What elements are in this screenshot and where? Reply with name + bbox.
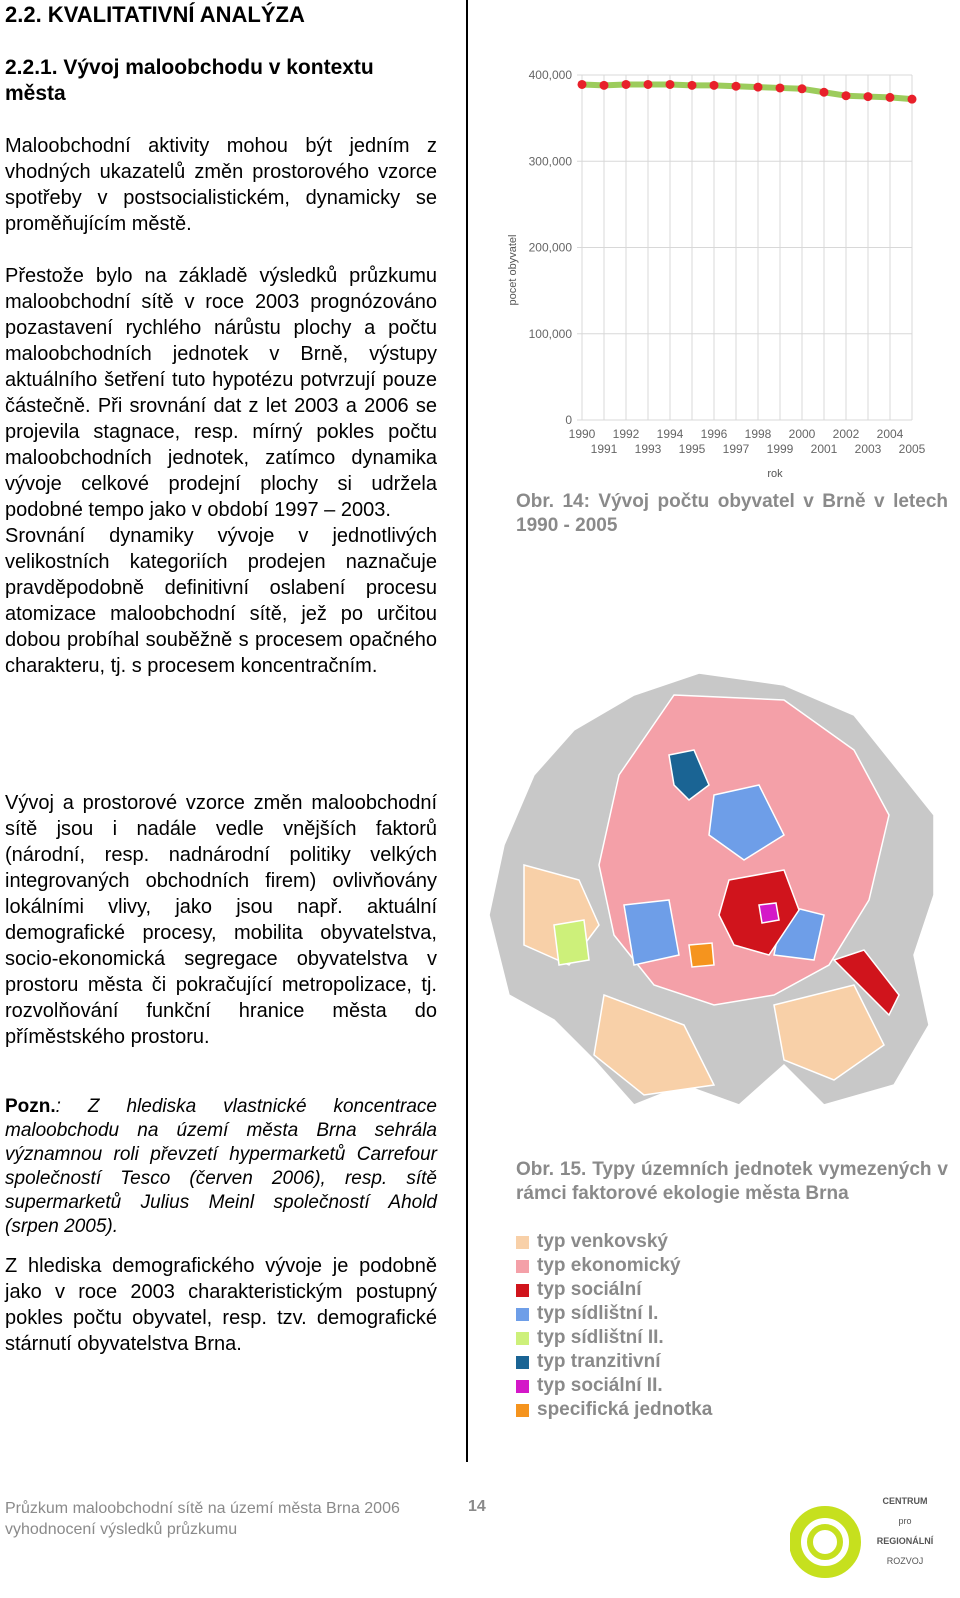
- x-tick-label: 2002: [832, 427, 860, 441]
- x-tick-label: 1999: [766, 442, 794, 456]
- footer-title: Průzkum maloobchodní sítě na území města Brna 2006: [5, 1500, 400, 1517]
- data-point: [776, 83, 785, 92]
- y-tick-label: 300,000: [528, 154, 572, 169]
- logo-text-centrum: CENTRUM: [882, 1496, 928, 1506]
- legend-swatch: [516, 1236, 529, 1249]
- paragraph-text: Vývoj a prostorové vzorce změn maloobchodní sítě jsou i nadále vedle vnějších faktorů (národní, resp. nadnárodní politiky velkých integrovaných obchodních firem) ovlivňovány lokálními vlivy, jako jsou např. aktuální demografické procesy, mobilita obyvatelstva, socio-ekonomická segregace obyvatelstva v prostoru města či pokračující metropolizace, tj. rozvolňování funkční hranice města do příměstského prostoru.: [5, 792, 437, 1048]
- x-tick-label: 2005: [898, 442, 926, 456]
- population-chart: [500, 55, 940, 495]
- section-heading: 2.2. KVALITATIVNÍ ANALÝZA: [5, 2, 305, 27]
- map-region: [689, 943, 714, 967]
- y-tick-label: 200,000: [528, 240, 572, 255]
- x-tick-label: 1993: [634, 442, 662, 456]
- legend-swatch: [516, 1356, 529, 1369]
- y-tick-label: 100,000: [528, 326, 572, 341]
- logo-ring-inner-icon: [810, 1527, 840, 1557]
- figure-14-caption: Obr. 14: Vývoj počtu obyvatel v Brně v letech 1990 - 2005: [516, 491, 948, 536]
- legend-item: [516, 1302, 712, 1326]
- data-point: [644, 80, 653, 89]
- crr-logo: [790, 1490, 940, 1595]
- data-point: [798, 84, 807, 93]
- subsection-heading: 2.2.1. Vývoj maloobchodu v kontextu města: [5, 56, 374, 105]
- logo-text-pro: pro: [898, 1516, 912, 1526]
- data-point: [622, 80, 631, 89]
- note: [5, 1095, 437, 1239]
- legend-swatch: [516, 1308, 529, 1321]
- x-tick-label: 1995: [678, 442, 706, 456]
- legend-label: typ tranzitivní: [537, 1351, 661, 1372]
- paragraph-text: Přestože bylo na základě výsledků průzkumu maloobchodní sítě v roce 2003 prognózováno pozastavení rychlého nárůstu plochy a počtu maloobchodních jednotek v Brně, výstupy aktuálního šetření tuto hypotézu potvrzují pouze částečně. Při srovnání dat z let 2003 a 2006 se projevila stagnace, resp. mírný pokles počtu maloobchodních jednotek, zatímco dynamika vývoje celkové prodejní plochy si udržela podobné tempo jako v období 1997 – 2003.: [5, 265, 437, 521]
- footer-subtitle: vyhodnocení výsledků průzkumu: [5, 1521, 238, 1538]
- legend-label: typ sociální II.: [537, 1375, 663, 1396]
- footer: [5, 1498, 400, 1540]
- brno-typology-map: [484, 665, 944, 1125]
- note-text: : Z hlediska vlastnické koncentrace maloobchodu na území města Brna sehrála významnou roli převzetí hypermarketů Carrefour společností Tesco (červen 2006), resp. sítě supermarketů Julius Meinl společností Ahold (srpen 2005).: [5, 1096, 437, 1237]
- x-axis-label: rok: [767, 468, 783, 480]
- legend-item: [516, 1254, 712, 1278]
- x-tick-label: 2000: [788, 427, 816, 441]
- data-point: [710, 81, 719, 90]
- data-point: [864, 92, 873, 101]
- map-region: [554, 920, 589, 965]
- x-tick-label: 1996: [700, 427, 728, 441]
- map-legend: [516, 1230, 712, 1422]
- note-label: Pozn.: [5, 1096, 56, 1117]
- y-tick-label: 0: [565, 413, 572, 427]
- data-point: [732, 82, 741, 91]
- data-point: [666, 80, 675, 89]
- data-point: [820, 88, 829, 97]
- legend-swatch: [516, 1404, 529, 1417]
- paragraph-text: Srovnání dynamiky vývoje v jednotlivých velikostních kategoriích prodejen naznačuje pravděpodobně definitivní oslabení procesu atomizace maloobchodní sítě, jež po určitou dobou probíhal souběžně s procesem opačného charakteru, tj. s procesem koncentračním.: [5, 525, 437, 677]
- logo-text-rozvoj: ROZVOJ: [886, 1556, 924, 1566]
- data-point: [908, 95, 917, 104]
- data-point: [600, 81, 609, 90]
- page-number: 14: [468, 1498, 486, 1515]
- legend-item: [516, 1374, 712, 1398]
- legend-item: [516, 1278, 712, 1302]
- column-divider: [466, 0, 468, 1462]
- y-axis-label: pocet obyvatel: [507, 234, 519, 306]
- x-tick-label: 2001: [810, 442, 838, 456]
- legend-label: typ sídlištní I.: [537, 1303, 659, 1324]
- data-point: [842, 91, 851, 100]
- logo-text-regionalni: REGIONÁLNÍ: [876, 1536, 934, 1546]
- legend-label: typ ekonomický: [537, 1255, 681, 1276]
- legend-item: [516, 1350, 712, 1374]
- legend-label: typ sídlištní II.: [537, 1327, 664, 1348]
- x-tick-label: 1998: [744, 427, 772, 441]
- x-tick-label: 1994: [656, 427, 684, 441]
- x-tick-label: 2003: [854, 442, 882, 456]
- data-point: [754, 83, 763, 92]
- legend-item: [516, 1230, 712, 1254]
- paragraph-demography: [5, 1253, 437, 1357]
- paragraph-survey: [5, 263, 437, 679]
- paragraph-text: Maloobchodní aktivity mohou být jedním z vhodných ukazatelů změn prostorového vzorce spotřeby v postsocialistickém, dynamicky se proměňujícím městě.: [5, 135, 437, 235]
- legend-swatch: [516, 1380, 529, 1393]
- legend-label: typ sociální: [537, 1279, 642, 1300]
- data-point: [886, 93, 895, 102]
- x-tick-label: 2004: [876, 427, 904, 441]
- legend-swatch: [516, 1260, 529, 1273]
- legend-label: typ venkovský: [537, 1231, 668, 1252]
- legend-swatch: [516, 1332, 529, 1345]
- x-tick-label: 1991: [590, 442, 618, 456]
- x-tick-label: 1997: [722, 442, 750, 456]
- legend-item: [516, 1398, 712, 1422]
- map-region: [759, 903, 779, 923]
- data-point: [578, 80, 587, 89]
- figure-15-caption: Obr. 15. Typy územních jednotek vymezených v rámci faktorové ekologie města Brna: [516, 1159, 948, 1204]
- x-tick-label: 1992: [612, 427, 640, 441]
- data-point: [688, 81, 697, 90]
- legend-item: [516, 1326, 712, 1350]
- map-region: [624, 900, 679, 965]
- logo-ring-icon: [795, 1512, 855, 1572]
- paragraph-intro: [5, 133, 437, 237]
- legend-label: specifická jednotka: [537, 1399, 713, 1420]
- x-tick-label: 1990: [568, 427, 596, 441]
- paragraph-factors: [5, 790, 437, 1050]
- legend-swatch: [516, 1284, 529, 1297]
- paragraph-text: Z hlediska demografického vývoje je podobně jako v roce 2003 charakteristickým postupný pokles počtu obyvatel, resp. tzv. demografické stárnutí obyvatelstva Brna.: [5, 1255, 437, 1355]
- y-tick-label: 400,000: [528, 68, 572, 82]
